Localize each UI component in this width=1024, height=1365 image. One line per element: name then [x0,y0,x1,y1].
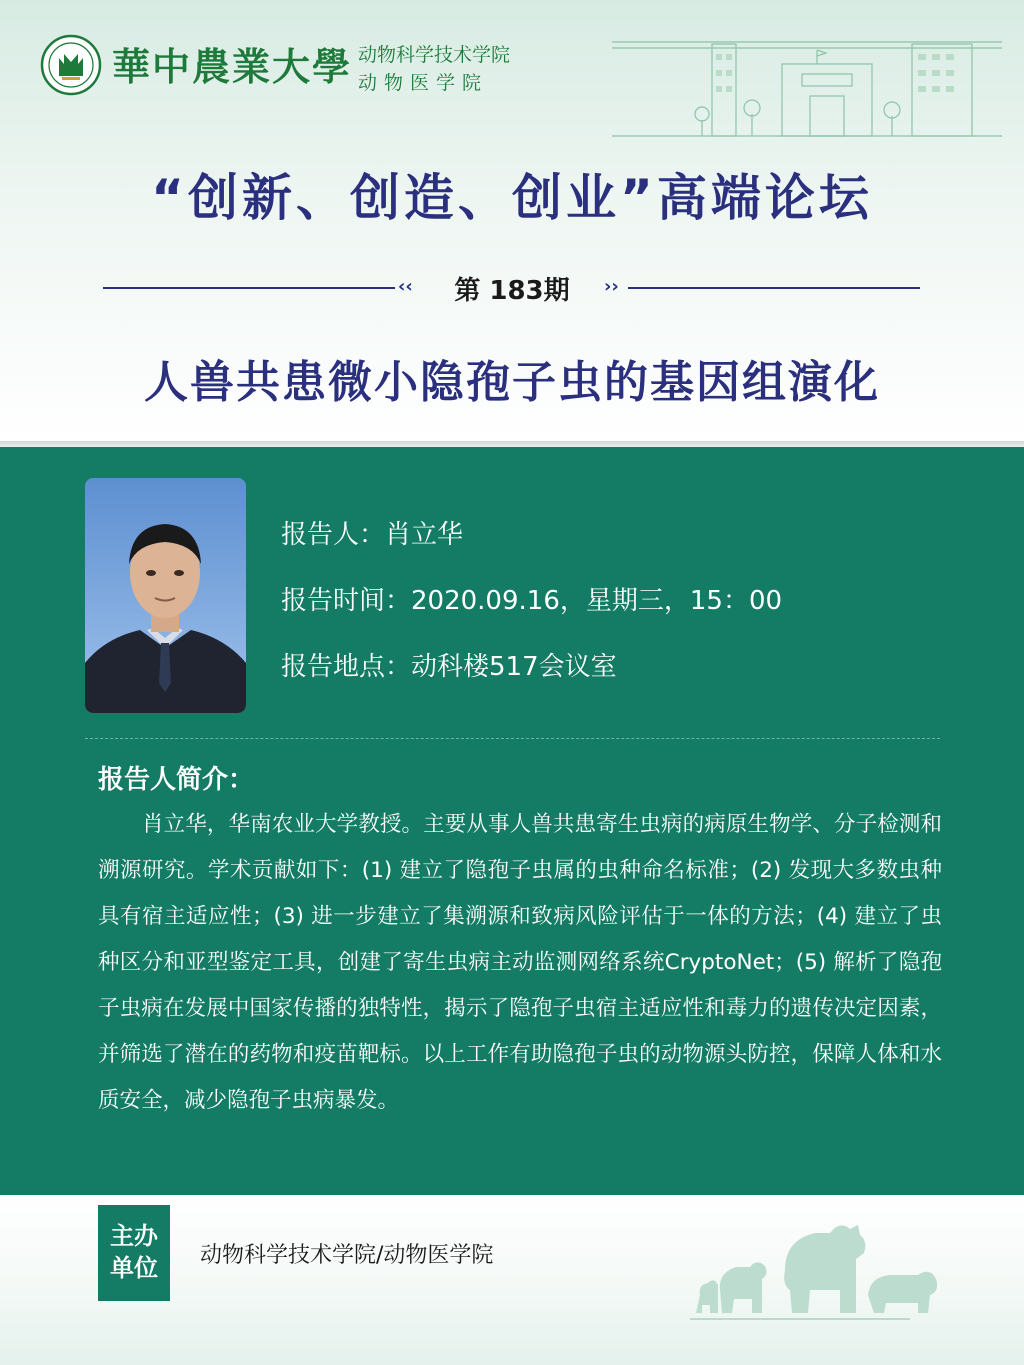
issue-number: 第 183期 [454,276,570,306]
organizer-label-line-1: 主办 [110,1222,158,1250]
issue-rule-left [103,287,395,289]
bio-text: 肖立华，华南农业大学教授。主要从事人兽共患寄生虫病的病原生物学、分子检测和溯源研究。学术贡献如下：(1) 建立了隐孢子虫属的虫种命名标准；(2) 发现大多数虫种具有宿主适应性；(3) 进一步建立了集溯源和致病风险评估于一体的方法；(4) 建立了虫种区分和亚型鉴定工具，创建了寄生虫病主动监测网络系统CryptoNet；(5) 解析了隐孢子虫病在发展中国家传播的独特性，揭示了隐孢子虫宿主适应性和毒力的遗传决定因素，并筛选了潜在的药物和疫苗靶标。以上工作有助隐孢子虫的动物源头防控，保障人体和水质安全，减少隐孢子虫病暴发。 [98,812,942,1113]
college-name-2: 动物医学院 [358,72,489,94]
college-name-1: 动物科学技术学院 [358,44,511,66]
issue-rule-right [628,287,920,289]
campus-building-illustration [612,34,1002,144]
speaker-name: 报告人：肖立华 [281,520,464,550]
university-name: 華中農業大學 [112,44,353,89]
section-divider [85,738,940,739]
organizer-name: 动物科学技术学院/动物医学院 [200,1243,494,1268]
farm-animals-illustration [690,1195,1024,1320]
bio-heading: 报告人简介： [98,765,255,795]
chevron-right-icon: ›› [604,276,619,297]
talk-location: 报告地点：动科楼517会议室 [281,652,617,682]
photo-speaker [85,478,246,713]
forum-title: “创新、创造、创业”高端论坛 [151,169,873,227]
talk-title: 人兽共患微小隐孢子虫的基因组演化 [144,357,880,408]
ground-line [690,1318,910,1320]
organizer-label-line-2: 单位 [110,1254,158,1282]
issue-row [0,270,1024,306]
talk-time: 报告时间：2020.09.16，星期三，15：00 [281,586,783,616]
chevron-left-icon: ‹‹ [398,276,413,297]
university-seal-icon [40,34,102,96]
organizer-label [98,1220,170,1284]
